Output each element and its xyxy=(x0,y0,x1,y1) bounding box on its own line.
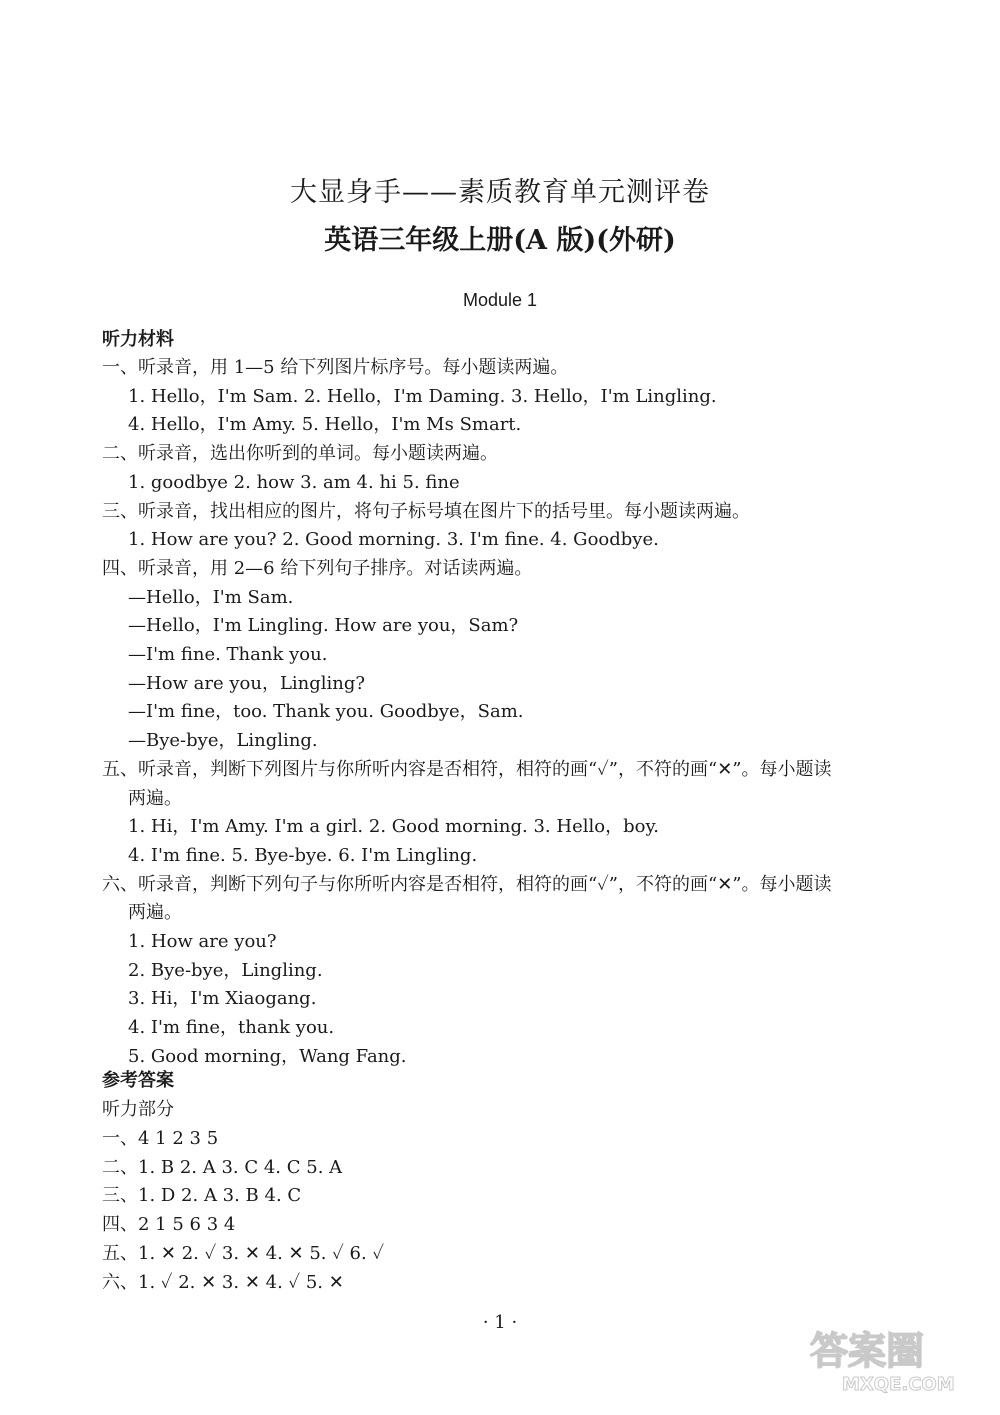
watermark-logo xyxy=(802,1318,982,1398)
answer-line: 六、1. ✓ 2. ✕ 3. ✕ 4. ✓ 5. ✕ xyxy=(102,1271,344,1293)
listening-line: 四、听录音，用 2—6 给下列句子排序。对话读两遍。 xyxy=(102,557,533,579)
listening-line: 两遍。 xyxy=(128,787,182,809)
answer-line: 二、1. B 2. A 3. C 4. C 5. A xyxy=(102,1156,343,1178)
svg-text:答案圈: 答案圈 xyxy=(810,1329,925,1373)
listening-line: 两遍。 xyxy=(128,902,182,924)
answer-line: 五、1. ✕ 2. ✓ 3. ✕ 4. ✕ 5. ✓ 6. ✓ xyxy=(102,1242,385,1264)
listening-materials-heading: 听力材料 xyxy=(102,329,174,350)
listening-line: 1. goodbye 2. how 3. am 4. hi 5. fine xyxy=(128,471,460,493)
listening-line: 1. How are you? 2. Good morning. 3. I'm fine. 4. Goodbye. xyxy=(128,529,659,551)
listening-line: —Bye-bye，Lingling. xyxy=(128,730,318,752)
page-number: · 1 · xyxy=(482,1312,518,1333)
listening-line: —I'm fine. Thank you. xyxy=(128,644,328,665)
answer-line: 三、1. D 2. A 3. B 4. C xyxy=(102,1185,302,1207)
listening-line: 1. Hello，I'm Sam. 2. Hello，I'm Daming. 3. Hello，I'm Lingling. xyxy=(128,385,717,407)
listening-line: 2. Bye-bye，Lingling. xyxy=(128,959,323,981)
watermark-logo-icon xyxy=(802,1318,982,1398)
listening-line: 二、听录音，选出你听到的单词。每小题读两遍。 xyxy=(102,443,498,465)
answer-line: 一、4 1 2 3 5 xyxy=(102,1128,219,1149)
listening-line: —I'm fine，too. Thank you. Goodbye，Sam. xyxy=(128,701,524,723)
answer-line: 四、2 1 5 6 3 4 xyxy=(102,1214,236,1236)
document-title: 大显身手——素质教育单元测评卷 xyxy=(290,177,710,208)
listening-line: 六、听录音，判断下列句子与你所听内容是否相符，相符的画“✓”，不符的画“✕”。每小题读 xyxy=(102,873,832,895)
listening-line: 4. Hello，I'm Amy. 5. Hello，I'm Ms Smart. xyxy=(128,414,522,436)
answers-heading: 参考答案 xyxy=(102,1070,174,1091)
listening-line: 5. Good morning，Wang Fang. xyxy=(128,1045,407,1067)
listening-line: 五、听录音，判断下列图片与你所听内容是否相符，相符的画“✓”，不符的画“✕”。每小题读 xyxy=(102,758,832,780)
listening-line: 4. I'm fine. 5. Bye-bye. 6. I'm Lingling. xyxy=(128,844,478,866)
svg-text:MXQE.COM: MXQE.COM xyxy=(842,1374,955,1395)
listening-line: 1. How are you? xyxy=(128,931,277,952)
answers-subheading: 听力部分 xyxy=(102,1099,174,1120)
listening-line: —How are you，Lingling? xyxy=(128,672,366,694)
module-heading: Module 1 xyxy=(462,290,538,310)
listening-line: 一、听录音，用 1—5 给下列图片标序号。每小题读两遍。 xyxy=(102,357,569,378)
listening-line: —Hello，I'm Sam. xyxy=(128,586,294,608)
listening-line: 4. I'm fine，thank you. xyxy=(128,1017,335,1039)
listening-line: 1. Hi，I'm Amy. I'm a girl. 2. Good morning. 3. Hello，boy. xyxy=(128,816,659,838)
listening-line: 三、听录音，找出相应的图片，将句子标号填在图片下的括号里。每小题读两遍。 xyxy=(102,500,750,522)
listening-line: 3. Hi，I'm Xiaogang. xyxy=(128,988,317,1010)
listening-line: —Hello，I'm Lingling. How are you，Sam? xyxy=(128,615,519,637)
document-subtitle: 英语三年级上册(A 版)(外研) xyxy=(324,225,676,256)
